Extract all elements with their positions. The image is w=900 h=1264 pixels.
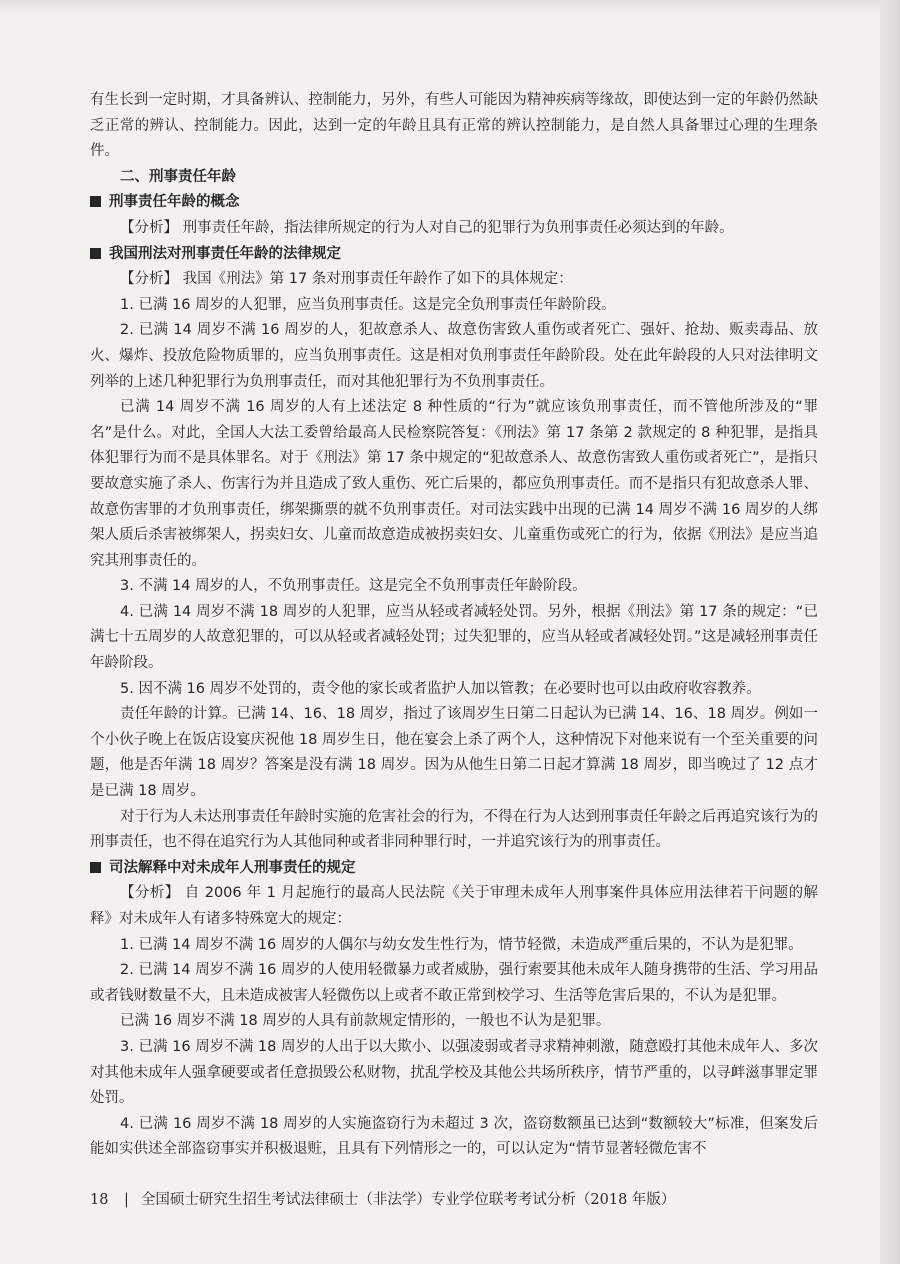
paragraph [90, 677, 818, 703]
footer-separator: | [124, 1192, 129, 1208]
paragraph [90, 600, 818, 677]
paragraph-text: 2. 已满 14 周岁不满 16 周岁的人使用轻微暴力或者威胁，强行索要其他未成年人随身携带的生活、学习用品或者钱财数量不大，且未造成被害人轻微伤以上或者不敢正常到校学习、生活等危害后果的，不认为是犯罪。 [90, 962, 818, 1004]
paragraph-text: 已满 16 周岁不满 18 周岁的人具有前款规定情形的，一般也不认为是犯罪。 [120, 1013, 611, 1030]
page-top-edge [0, 0, 900, 14]
paragraph [90, 881, 818, 932]
square-bullet-icon [90, 196, 101, 207]
paragraph [90, 267, 818, 293]
page-number: 18 [90, 1192, 109, 1208]
paragraph-text: 5. 因不满 16 周岁不处罚的，责令他的家长或者监护人加以管教；在必要时也可以由政府收容教养。 [120, 680, 761, 697]
paragraph [90, 574, 818, 600]
paragraph [90, 395, 818, 574]
paragraph [90, 1009, 818, 1035]
paragraph [90, 318, 818, 395]
section-heading [90, 190, 818, 216]
section-heading [90, 242, 818, 268]
paragraph-text: 二、刑事责任年龄 [120, 168, 236, 185]
paragraph-text: 对于行为人未达刑事责任年龄时实施的危害社会的行为，不得在行为人达到刑事责任年龄之后再追究该行为的刑事责任，也不得在追究行为人其他同种或者非同种罪行时，一并追究该行为的刑事责任。 [90, 808, 818, 851]
page-right-edge [880, 0, 900, 1264]
paragraph [90, 1035, 818, 1112]
square-bullet-icon [90, 248, 101, 259]
paragraph-text: 4. 已满 16 周岁不满 18 周岁的人实施盗窃行为未超过 3 次，盗窃数额虽已达到“数额较大”标准，但案发后能如实供述全部盗窃事实并积极退赃，且具有下列情形之一的，可以认定为“情节显著轻微危害不 [90, 1115, 818, 1158]
paragraph [90, 933, 818, 959]
page-footer [90, 1188, 818, 1209]
paragraph [90, 958, 818, 1009]
paragraph-text: 【分析】 我国《刑法》第 17 条对刑事责任年龄作了如下的具体规定： [120, 271, 573, 288]
paragraph-text: 【分析】 刑事责任年龄，指法律所规定的行为人对自己的犯罪行为负刑事责任必须达到的年龄。 [120, 219, 734, 236]
paragraph-text: 我国刑法对刑事责任年龄的法律规定 [109, 245, 341, 262]
paragraph [90, 216, 818, 242]
paragraph [90, 88, 818, 165]
paragraph-text: 司法解释中对未成年人刑事责任的规定 [109, 859, 356, 876]
paragraph-text: 已满 14 周岁不满 16 周岁的人有上述法定 8 种性质的“行为”就应该负刑事责任，而不管他所涉及的“罪名”是什么。对此，全国人大法工委曾给最高人民检察院答复：《刑法》第 17 条第 2 款规定的 8 种犯罪，是指具体犯罪行为而不是具体罪名。对于《刑法》第 17 条中规定的“犯故意杀人、故意伤害致人重伤或者死亡”，是指只要故意实施了杀人、伤害行为并且造成了致人重伤、死亡后果的，都应负刑事责任。而不是指只有犯故意杀人罪、故意伤害罪的才负刑事责任，绑架撕票的就不负刑事责任。对司法实践中出现的已满 14 周岁不满 16 周岁的人绑架人质后杀害被绑架人，拐卖妇女、儿童而故意造成被拐卖妇女、儿童重伤或死亡的行为，依据《刑法》是应当追究其刑事责任的。 [90, 399, 818, 569]
paragraph-text: 1. 已满 14 周岁不满 16 周岁的人偶尔与幼女发生性行为，情节轻微，未造成严重后果的，不认为是犯罪。 [120, 936, 803, 953]
paragraph-text: 【分析】 自 2006 年 1 月起施行的最高人民法院《关于审理未成年人刑事案件具体应用法律若干问题的解释》对未成年人有诸多特殊宽大的规定： [90, 885, 818, 927]
paragraph-text: 3. 已满 16 周岁不满 18 周岁的人出于以大欺小、以强凌弱或者寻求精神刺激，随意殴打其他未成年人、多次对其他未成年人强拿硬要或者任意损毁公私财物，扰乱学校及其他公共场所秩序，情节严重的，以寻衅滋事罪定罪处罚。 [90, 1038, 818, 1107]
paragraph [90, 702, 818, 804]
paragraph-text: 责任年龄的计算。已满 14、16、18 周岁，指过了该周岁生日第二日起认为已满 14、16、18 周岁。例如一个小伙子晚上在饭店设宴庆祝他 18 周岁生日，他在宴会上杀了两个人，这种情况下对他来说有一个至关重要的问题，他是否年满 18 周岁？答案是没有满 18 周岁。因为从他生日第二日起才算满 18 周岁，即当晚过了 12 点才是已满 18 周岁。 [90, 706, 818, 800]
paragraph [90, 293, 818, 319]
paragraph-text: 4. 已满 14 周岁不满 18 周岁的人犯罪，应当从轻或者减轻处罚。另外，根据《刑法》第 17 条的规定：“已满七十五周岁的人故意犯罪的，可以从轻或者减轻处罚；过失犯罪的，应当从轻或者减轻处罚。”这是减轻刑事责任年龄阶段。 [90, 603, 818, 672]
square-bullet-icon [90, 862, 101, 873]
paragraph-text: 刑事责任年龄的概念 [109, 194, 240, 211]
paragraph [90, 805, 818, 856]
paragraph-text: 3. 不满 14 周岁的人，不负刑事责任。这是完全不负刑事责任年龄阶段。 [120, 578, 587, 595]
page-body [90, 88, 818, 1163]
paragraph-text: 有生长到一定时期，才具备辨认、控制能力，另外，有些人可能因为精神疾病等缘故，即使达到一定的年龄仍然缺乏正常的辨认、控制能力。因此，达到一定的年龄且具有正常的辨认控制能力，是自然人具备罪过心理的生理条件。 [90, 92, 818, 160]
paragraph-text: 2. 已满 14 周岁不满 16 周岁的人，犯故意杀人、故意伤害致人重伤或者死亡、强奸、抢劫、贩卖毒品、放火、爆炸、投放危险物质罪的，应当负刑事责任。这是相对负刑事责任年龄阶段。处在此年龄段的人只对法律明文列举的上述几种犯罪行为负刑事责任，而对其他犯罪行为不负刑事责任。 [90, 322, 818, 390]
paragraph [90, 1112, 818, 1163]
chapter-heading [90, 165, 818, 191]
paragraph-text: 1. 已满 16 周岁的人犯罪，应当负刑事责任。这是完全负刑事责任年龄阶段。 [120, 296, 616, 313]
book-title: 全国硕士研究生招生考试法律硕士（非法学）专业学位联考考试分析（2018 年版） [140, 1192, 676, 1208]
section-heading [90, 856, 818, 882]
